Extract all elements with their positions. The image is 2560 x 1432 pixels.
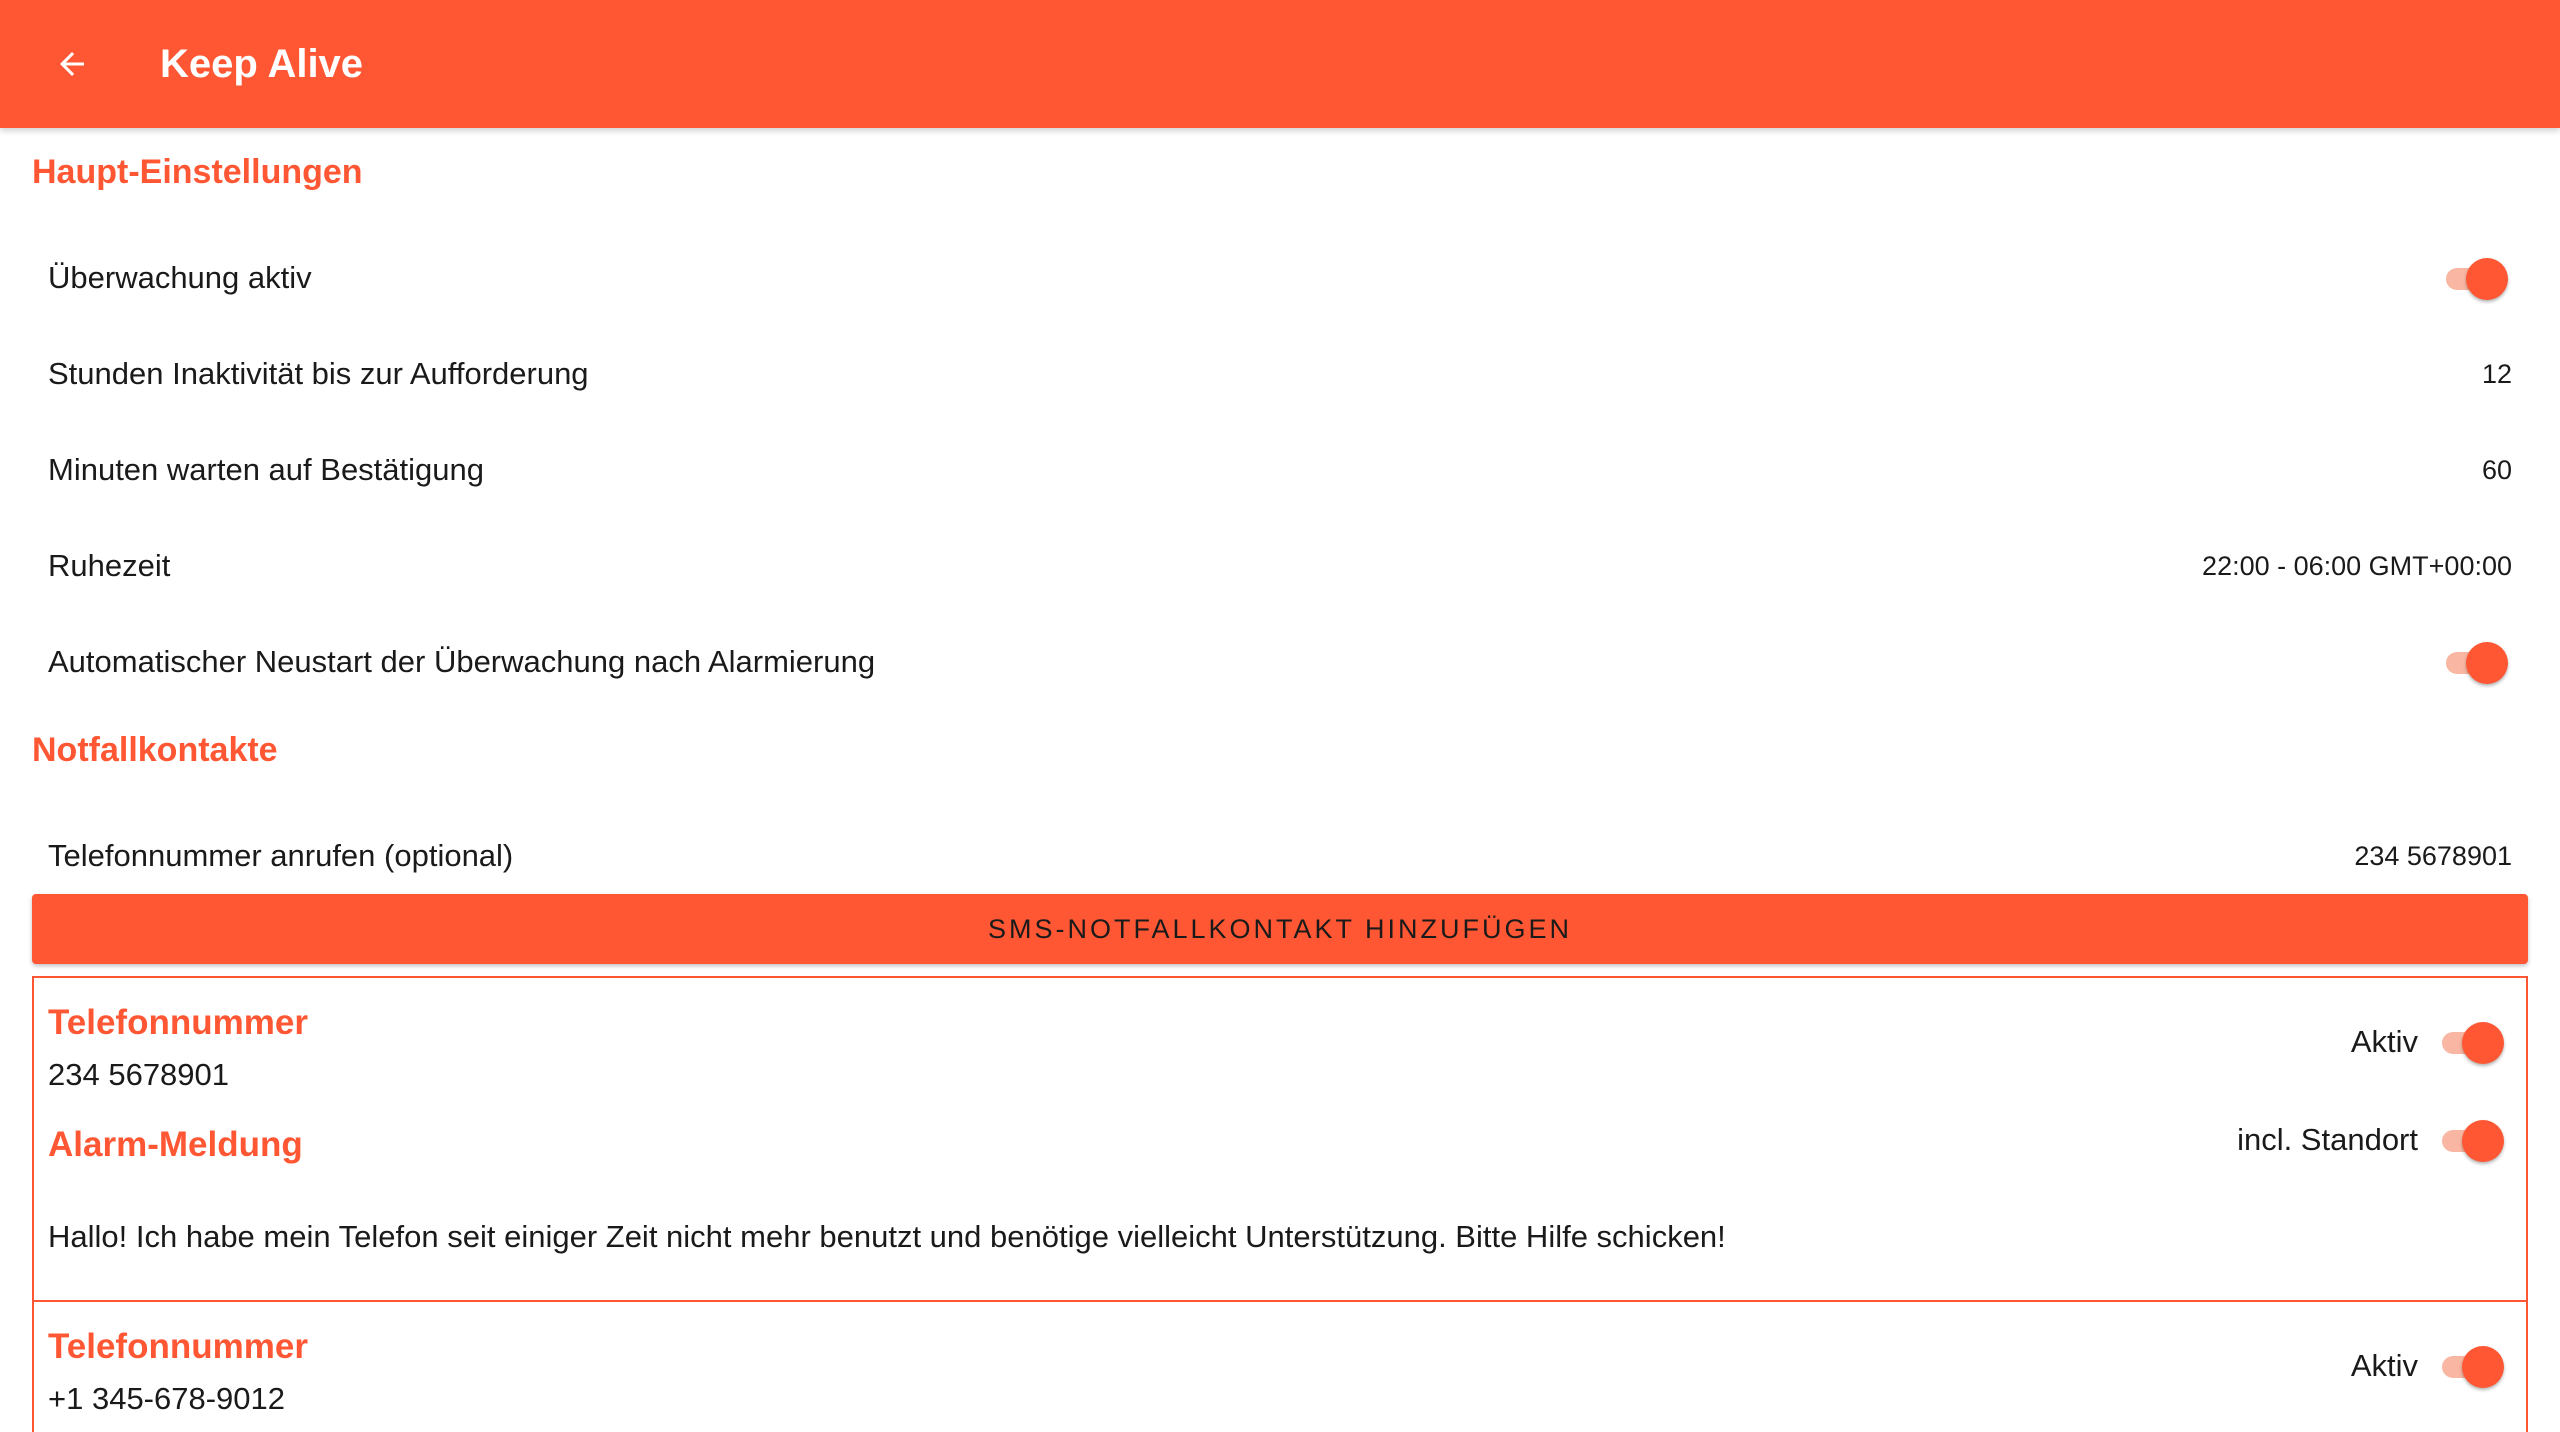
contact-phone-heading: Telefonnummer xyxy=(48,1003,308,1042)
pref-call-number[interactable] xyxy=(32,808,2528,904)
app-title: Keep Alive xyxy=(160,42,364,86)
contact-card xyxy=(32,1300,2528,1432)
pref-label: Ruhezeit xyxy=(48,548,171,583)
settings-content xyxy=(0,128,2560,1432)
contact-phone-heading: Telefonnummer xyxy=(48,1327,308,1366)
section-title-main-settings: Haupt-Einstellungen xyxy=(32,153,363,191)
pref-label: Automatischer Neustart der Überwachung nach Alarmierung xyxy=(48,644,876,679)
contact-active-switch[interactable] xyxy=(2438,1342,2508,1390)
pref-value: 22:00 - 06:00 GMT+00:00 xyxy=(2202,551,2512,581)
alarm-message-heading: Alarm-Meldung xyxy=(48,1125,303,1164)
section-title-emergency-contacts: Notfallkontakte xyxy=(32,731,278,769)
switch-thumb xyxy=(2462,1022,2504,1064)
add-sms-contact-label: SMS-NOTFALLKONTAKT HINZUFÜGEN xyxy=(987,913,1573,944)
include-location-label: incl. Standort xyxy=(2237,1122,2418,1157)
pref-confirmation-minutes[interactable] xyxy=(32,422,2528,518)
monitoring-active-switch[interactable] xyxy=(2442,254,2512,302)
switch-thumb xyxy=(2466,258,2508,300)
pref-label: Stunden Inaktivität bis zur Aufforderung xyxy=(48,356,589,391)
back-button[interactable] xyxy=(40,32,104,96)
switch-thumb xyxy=(2462,1346,2504,1388)
alarm-message-text[interactable]: Hallo! Ich habe mein Telefon seit einiger Zeit nicht mehr benutzt und benötige vielleicht Unterstützung. Bitte Hilfe schicken! xyxy=(48,1219,1726,1254)
auto-restart-switch[interactable] xyxy=(2442,638,2512,686)
pref-value: 12 xyxy=(2481,359,2512,389)
switch-thumb xyxy=(2462,1120,2504,1162)
app-bar xyxy=(0,0,2560,128)
pref-quiet-time[interactable] xyxy=(32,518,2528,614)
pref-value: 234 5678901 xyxy=(2354,841,2512,871)
contact-card xyxy=(32,976,2528,1302)
pref-label: Minuten warten auf Bestätigung xyxy=(48,452,484,487)
include-location-switch[interactable] xyxy=(2438,1116,2508,1164)
pref-value: 60 xyxy=(2481,455,2512,485)
arrow-left-icon xyxy=(54,46,90,82)
add-sms-contact-button[interactable] xyxy=(32,894,2528,964)
contact-active-label: Aktiv xyxy=(2350,1348,2418,1383)
contact-active-switch[interactable] xyxy=(2438,1018,2508,1066)
contact-phone-number[interactable]: 234 5678901 xyxy=(48,1057,230,1092)
contact-phone-number[interactable]: +1 345-678-9012 xyxy=(48,1381,286,1416)
pref-label: Überwachung aktiv xyxy=(48,260,312,295)
pref-inactivity-hours[interactable] xyxy=(32,326,2528,422)
pref-monitoring-active[interactable] xyxy=(32,230,2528,326)
switch-thumb xyxy=(2466,642,2508,684)
contact-active-label: Aktiv xyxy=(2350,1024,2418,1059)
pref-label: Telefonnummer anrufen (optional) xyxy=(48,838,514,873)
pref-auto-restart[interactable] xyxy=(32,614,2528,710)
